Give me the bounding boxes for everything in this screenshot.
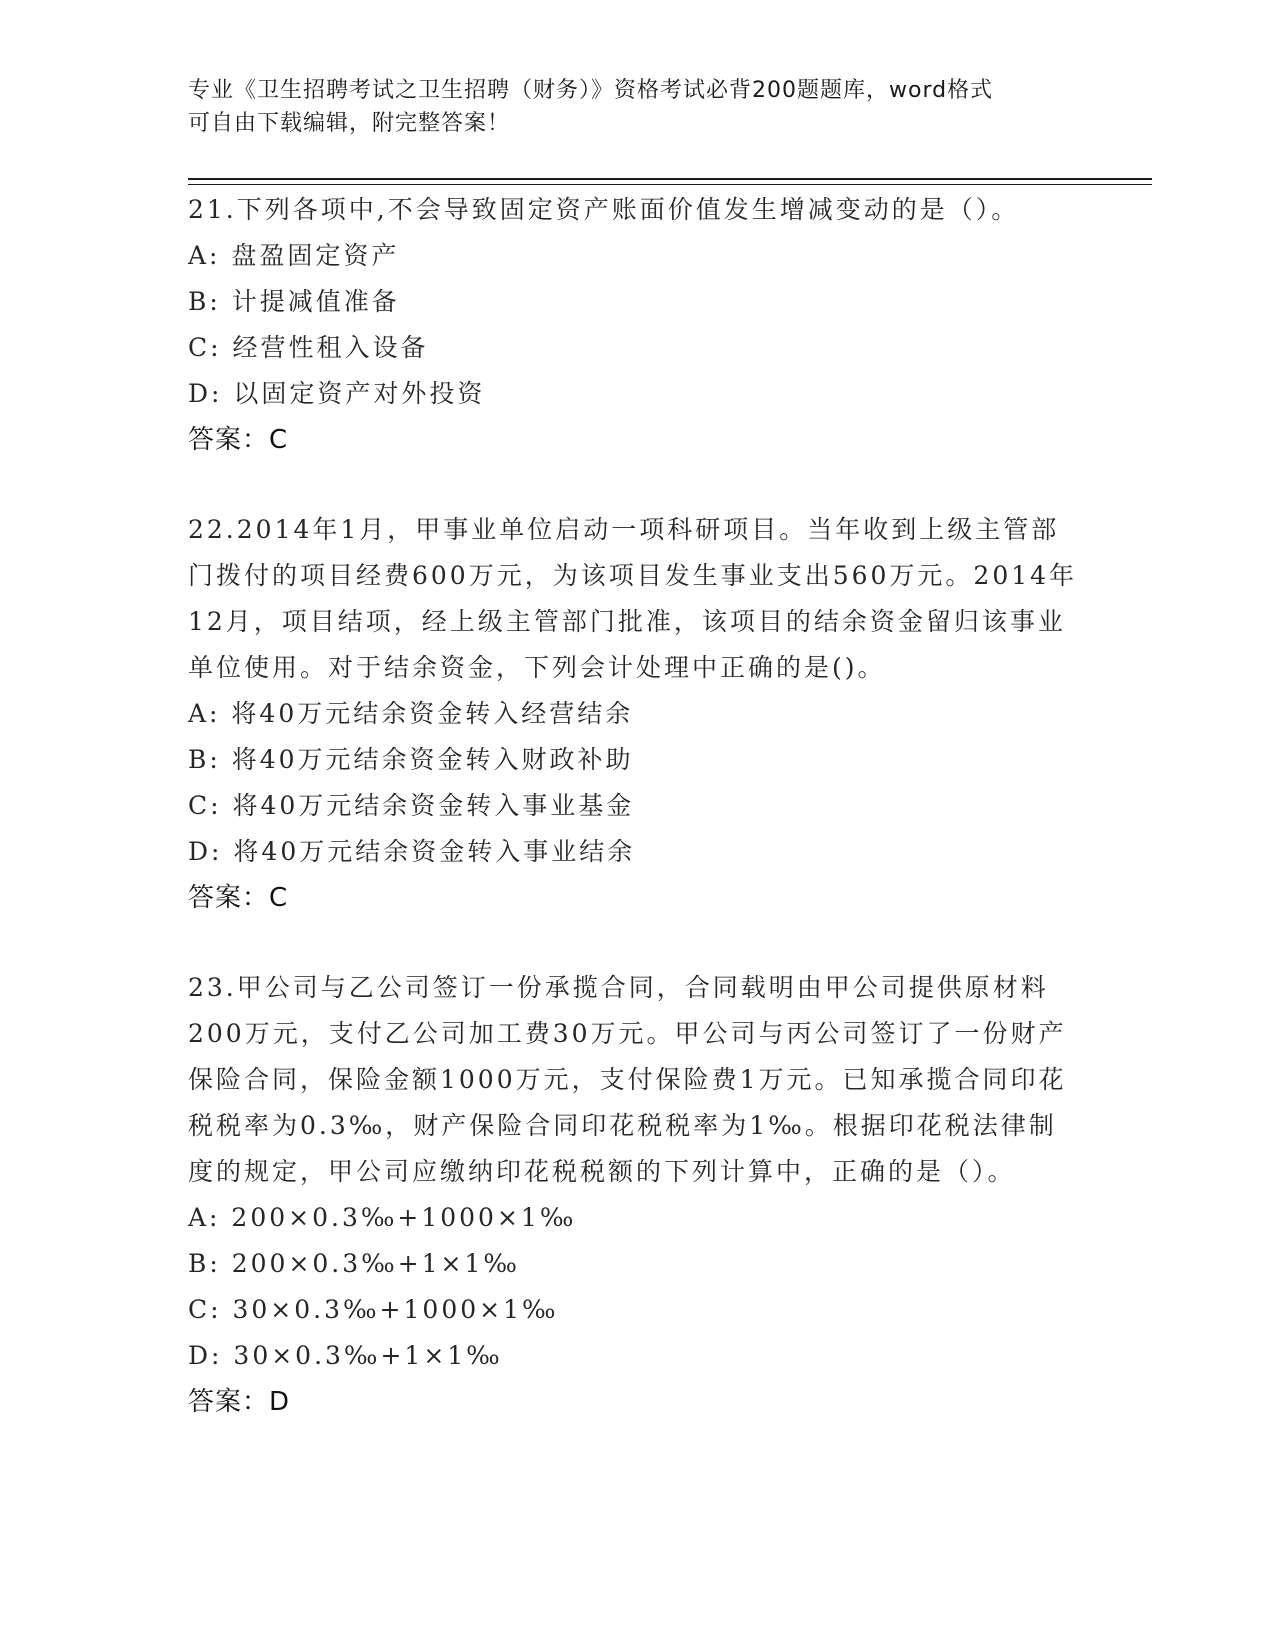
question-list: [188, 187, 1078, 1469]
header-line-2: 可自由下载编辑，附完整答案！: [188, 111, 511, 136]
option-d: D: 以固定资产对外投资: [188, 379, 486, 408]
question-22: [188, 507, 1078, 921]
question-23: [188, 965, 1078, 1425]
option-d: D: 将40万元结余资金转入事业结余: [188, 837, 636, 866]
option-a: A: 200×0.3‰+1000×1‰: [188, 1203, 577, 1232]
question-text: 22.2014年1月，甲事业单位启动一项科研项目。当年收到上级主管部门拨付的项目经费600万元，为该项目发生事业支出560万元。2014年12月，项目结项，经上级主管部门批准，该项目的结余资金留归该事业单位使用。对于结余资金，下列会计处理中正确的是()。: [188, 515, 1078, 682]
document-header: [188, 74, 1068, 140]
answer-line: 答案：D: [188, 1387, 291, 1417]
option-a: A: 将40万元结余资金转入经营结余: [188, 699, 634, 728]
option-a: A: 盘盈固定资产: [188, 241, 400, 270]
question-text: 21.下列各项中,不会导致固定资产账面价值发生增减变动的是（）。: [188, 195, 1020, 224]
question-21: [188, 187, 1078, 463]
answer-line: 答案：C: [188, 883, 289, 913]
option-c: C: 经营性租入设备: [188, 333, 429, 362]
option-b: B: 计提减值准备: [188, 287, 400, 316]
header-divider-thick: [188, 178, 1152, 180]
option-b: B: 200×0.3‰+1×1‰: [188, 1249, 520, 1278]
option-c: C: 将40万元结余资金转入事业基金: [188, 791, 635, 820]
option-c: C: 30×0.3‰+1000×1‰: [188, 1295, 559, 1324]
option-b: B: 将40万元结余资金转入财政补助: [188, 745, 634, 774]
question-text: 23.甲公司与乙公司签订一份承揽合同，合同载明由甲公司提供原材料200万元，支付乙公司加工费30万元。甲公司与丙公司签订了一份财产保险合同，保险金额1000万元，支付保险费1万元。已知承揽合同印花税税率为0.3‰，财产保险合同印花税税率为1‰。根据印花税法律制度的规定，甲公司应缴纳印花税税额的下列计算中，正确的是（）。: [188, 973, 1067, 1186]
option-d: D: 30×0.3‰+1×1‰: [188, 1341, 503, 1370]
header-divider-thin: [188, 184, 1152, 185]
header-line-1: 专业《卫生招聘考试之卫生招聘（财务）》资格考试必背200题题库，word格式: [188, 78, 994, 103]
answer-line: 答案：C: [188, 425, 289, 455]
